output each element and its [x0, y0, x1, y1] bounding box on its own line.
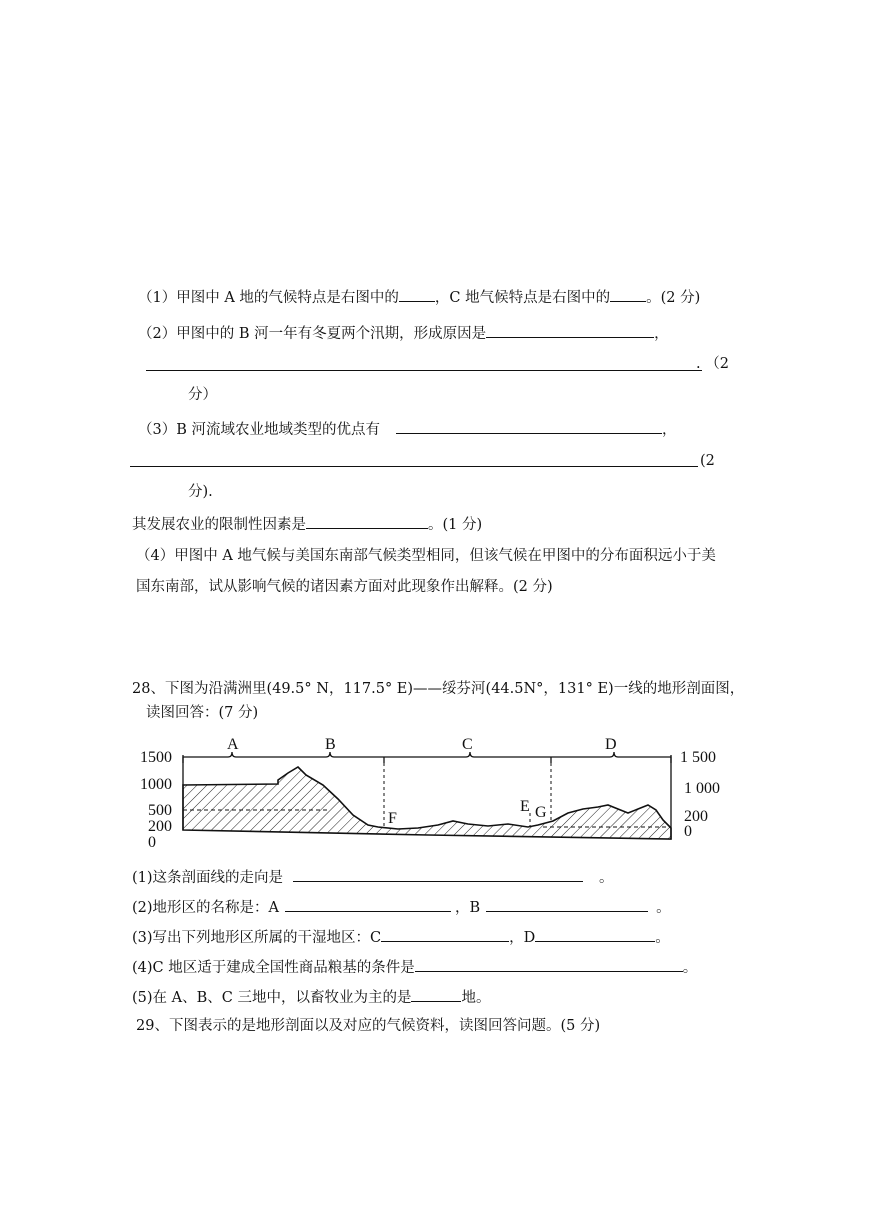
region-label-d: D: [605, 736, 617, 753]
q28-sub2: (2)地形区的名称是：A ，B 。: [132, 896, 671, 918]
q28-sub4: (4)C 地区适于建成全国性商品粮基的条件是 。: [132, 956, 697, 978]
answer-blank-limiting-factor[interactable]: [306, 513, 428, 529]
region-label-b: B: [325, 736, 336, 753]
answer-blank-c-climate[interactable]: [610, 286, 646, 302]
terrain-cross-section: [183, 767, 671, 839]
q28-sub1: (1)这条剖面线的走向是 。: [132, 866, 614, 888]
terrain-profile-figure: [128, 735, 728, 850]
q27-part3: （3）B 河流域农业地域类型的优点有 ，: [138, 418, 677, 440]
right-tick-1500: 1 500: [680, 749, 716, 766]
q28-title-line1: 28、下图为沿满洲里(49.5° N，117.5° E)——绥芬河(44.5N°，131° E)一线的地形剖面图，: [132, 681, 745, 697]
answer-blank-agri-advantage[interactable]: [396, 418, 662, 434]
left-tick-200: 200: [148, 818, 172, 835]
answer-line-b-river-reason-2[interactable]: [146, 370, 702, 371]
q27-part4-line1: （4）甲图中 A 地气候与美国东南部气候类型相同，但该气候在甲图中的分布面积远小于美: [136, 548, 716, 564]
q27-part4-line2: 国东南部，试从影响气候的诸因素方面对此现象作出解释。(2 分): [136, 579, 553, 595]
q27-part3-end: (2: [700, 453, 715, 469]
answer-blank-profile-direction[interactable]: [293, 866, 583, 882]
right-tick-200: 200: [684, 808, 708, 825]
right-tick-1000: 1 000: [684, 780, 720, 797]
answer-line-agri-advantage-2[interactable]: [130, 466, 698, 467]
point-label-f: F: [388, 810, 397, 827]
answer-blank-b-river-reason[interactable]: [486, 322, 654, 338]
q28-sub5: (5)在 A、B、C 三地中，以畜牧业为主的是 地。: [132, 986, 490, 1008]
answer-blank-pastoral-region[interactable]: [411, 986, 461, 1002]
answer-blank-region-a-name[interactable]: [285, 896, 451, 912]
answer-blank-a-climate[interactable]: [399, 286, 435, 302]
left-tick-1500: 1500: [140, 749, 172, 766]
q27-part2-end: . （2: [696, 356, 729, 372]
answer-blank-region-b-name[interactable]: [486, 896, 648, 912]
left-tick-1000: 1000: [140, 776, 172, 793]
point-label-e: E: [520, 798, 530, 815]
answer-blank-grain-base-conditions[interactable]: [415, 956, 683, 972]
q28-title-line2: 读图回答：(7 分): [146, 705, 259, 721]
left-tick-500: 500: [148, 802, 172, 819]
answer-blank-region-c-humidity[interactable]: [381, 926, 509, 942]
q29-title: 29、下图表示的是地形剖面以及对应的气候资料，读图回答问题。(5 分): [136, 1018, 601, 1034]
q27-part2: （2）甲图中的 B 河一年有冬夏两个汛期，形成原因是 ，: [138, 322, 669, 344]
region-brace: [183, 752, 671, 763]
q28-sub3: (3)写出下列地形区所属的干湿地区：C ，D 。: [132, 926, 670, 948]
q27-part3-score: 分).: [188, 484, 213, 500]
region-label-c: C: [462, 736, 473, 753]
q27-part2-score: 分）: [188, 387, 217, 403]
q27-part3b: 其发展农业的限制性因素是 。(1 分): [132, 513, 482, 535]
answer-blank-region-d-humidity[interactable]: [535, 926, 655, 942]
right-tick-0: 0: [684, 823, 692, 840]
q27-part1: （1）甲图中 A 地的气候特点是右图中的 ，C 地气候特点是右图中的 。(2 分): [138, 286, 700, 308]
left-tick-0: 0: [148, 834, 156, 850]
point-label-g: G: [535, 804, 547, 821]
region-label-a: A: [227, 736, 239, 753]
